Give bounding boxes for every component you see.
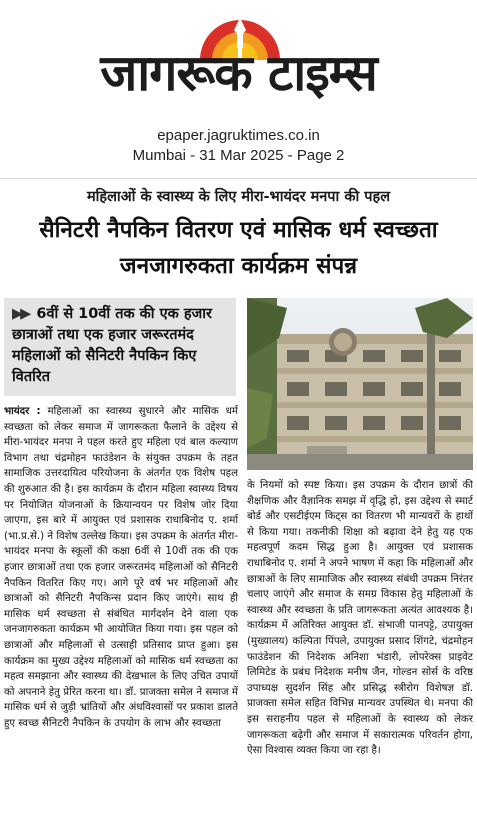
- article-headline: सैनिटरी नैपकिन वितरण एवं मासिक धर्म स्वच्छता जनजागरुकता कार्यक्रम संपन्न: [39, 217, 438, 279]
- masthead: [0, 0, 477, 118]
- edition-date-page: Mumbai - 31 Mar 2025 - Page 2: [132, 147, 345, 164]
- body-left-text: महिलाओं का स्वास्थ्य सुधारने और मासिक धर्म स्वच्छता को लेकर समाज में जागरूकता फैलाने के उद्देश्य से मीरा-भायंदर मनपा ने पहल करते हुए महिला एवं बाल कल्याण विभाग तथा चंद्रमोहन फाउंडेशन के संयुक्त उपक्रम के तहत सामाजिक उत्तरदायित्व परियोजना के अंतर्गत एक विशेष पहल की शुरुआत की है। इस कार्यक्रम के दौरान महिला स्वास्थ्य विषय पर नियोजित योजनाओं के क्रियान्वयन पर विशेष जोर दिया जाएगा, इस बारे में आयुक्त एवं प्रशासक राधाबिनोद ए. शर्मा (भा.प्र.से.) ने विशेष उल्लेख किया। इस उपक्रम के अंतर्गत मीरा-भायंदर मनपा के स्कूलों की कक्षा 6वीं से 10वीं तक की एक हजार छात्राओं तथा एक हजार जरूरतमंद महिलाओं को सैनिटरी नैपकिन वितरित किए गए। आगे पूरे वर्ष भर महिलाओं और छात्राओं को सैनिटरी नैपकिन्स प्रदान किए जाएंगे। साथ ही मासिक धर्म स्वच्छता से संबंधित मार्गदर्शन देने वाला एक जनजागरुकता कार्यक्रम भी आयोजित किया गया। इस पहल को छात्राओं और महिलाओं से उत्साही प्रतिसाद प्राप्त हुआ। इस कार्यक्रम का मुख्य उद्देश्य महिलाओं को मासिक धर्म स्वच्छता का महत्व समझाना और स्वास्थ्य की देखभाल के लिए उचित उपायों को अपनाने हेतु प्रेरित करना था। डॉ. प्राजक्ता समेल ने समाज में मासिक धर्म से जुड़ी भ्रांतियों और अंधविश्वासों पर प्रकाश डालते हुए स्वच्छ सैनिटरी नैपकिन के उपयोग के लाभ और स्वच्छता: [4, 406, 238, 729]
- subheadline-text: 6वीं से 10वीं तक की एक हजार छात्राओं तथा एक हजार जरूरतमंद महिलाओं को सैनिटरी नैपकिन किए वितरित: [12, 306, 212, 385]
- article-body-left: [4, 404, 238, 832]
- dateline: भायंदर :: [4, 406, 41, 417]
- double-arrow-icon: ▶▶: [12, 306, 29, 322]
- article-kicker: महिलाओं के स्वास्थ्य के लिए मीरा-भायंदर मनपा की पहल: [86, 189, 391, 205]
- article-body-right: के नियमों को स्पष्ट किया। इस उपक्रम के दौरान छात्रों की शैक्षणिक और वैज्ञानिक समझ में वृद्धि हो, इस उद्देश्य से स्मार्ट बोर्ड और एसटीईएम किट्स का वितरण भी मान्यवरों के हाथों से किया गया। तकनीकी शिक्षा को बढ़ावा देने हेतु यह एक महत्वपूर्ण कदम सिद्ध हुआ है। आयुक्त एवं प्रशासक राधाबिनोद ए. शर्मा ने अपने भाषण में कहा कि महिलाओं और छात्राओं के लिए सामाजिक और स्वास्थ्य संबंधी उपक्रम निरंतर चलाए जाएंगे और समाज के समग्र विकास हेतु महिलाओं के स्वास्थ्य और स्वच्छता के प्रति जागरूकता अत्यंत आवश्यक है। कार्यक्रम में अतिरिक्त आयुक्त डॉ. संभाजी पानपट्टे, उपायुक्त (मुख्यालय) कल्पिता पिंपले, उपायुक्त प्रसाद शिंगटे, चंद्रमोहन फाउंडेशन की निदेशक अनिशा भंडारी, लोपरेक्स प्राइवेट लिमिटेड के प्रबंध निदेशक मनीष जैन, गोल्डन सोर्स के वरिष्ठ उपाध्यक्ष सुदर्शन सिंह और प्रसिद्ध स्त्रीरोग विशेषज्ञ डॉ. प्राजक्ता समेल सहित विभिन्न मान्यवर उपस्थित थे। मनपा की इस सराहनीय पहल से महिलाओं के स्वास्थ्य को लेकर जागरूकता बढ़ेगी और समाज में सकारात्मक परिवर्तन होगा, ऐसा विश्वास व्यक्त किया जा रहा है।: [247, 480, 473, 757]
- edition-info: [0, 126, 477, 166]
- subheadline-box: [4, 298, 236, 396]
- article-photo: [247, 298, 473, 470]
- building-photo-icon: [247, 298, 473, 470]
- epaper-url[interactable]: epaper.jagruktimes.co.in: [157, 127, 320, 144]
- subheadline: [12, 304, 232, 388]
- logo-wordmark: जागरूक टाइम्स: [100, 44, 377, 102]
